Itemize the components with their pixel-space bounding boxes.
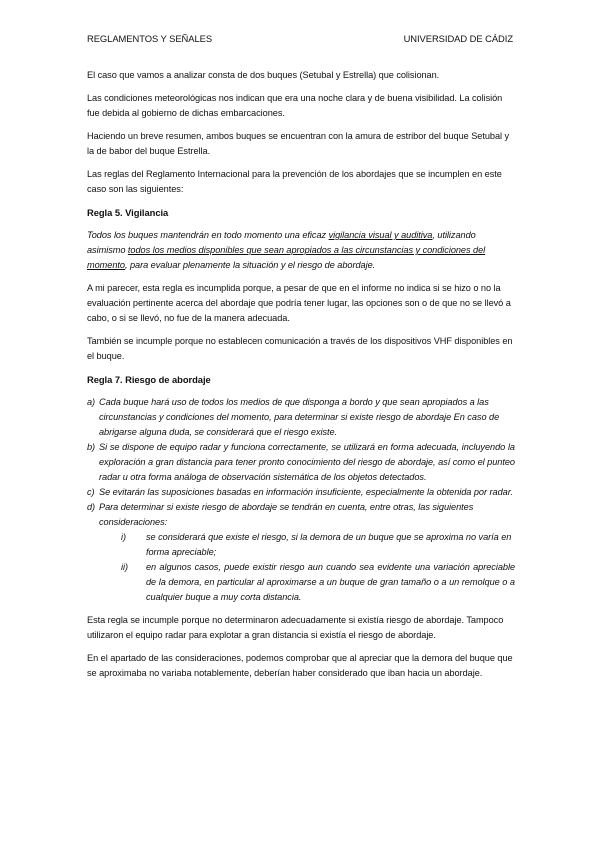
regla5-comment-1: A mi parecer, esta regla es incumplida porque, a pesar de que en el informe no indica si se hizo o no la evaluación pertinente acerca del abordaje que podría tener lugar, las opciones son o de que no se llevó a cabo, o si se llevó, no fue de la manera adecuada.	[87, 283, 511, 323]
header-university: UNIVERSIDAD DE CÁDIZ	[403, 33, 513, 44]
list-marker: c)	[87, 487, 95, 497]
list-marker: a)	[87, 397, 96, 407]
intro-paragraph-3: Haciendo un breve resumen, ambos buques se encuentran con la amura de estribor del buque Setubal y la de babor del buque Estrella.	[87, 131, 510, 156]
regla5-quote-part2: , utilizando asimismo	[87, 230, 476, 255]
regla5-comment-2: También se incumple porque no establecen comunicación a través de los dispositivos VHF disponibles en el buque.	[87, 336, 513, 361]
page-header	[87, 31, 513, 45]
regla7-comment-1: Esta regla se incumple porque no determinaron adecuadamente si existía riesgo de abordaje. Tampoco utilizaron el equipo radar para explotar a gran distancia si existía el riesgo de abordaje.	[87, 615, 504, 640]
sublist-item-text: se considerará que existe el riesgo, si la demora de un buque que se aproxima no varía en forma apreciable;	[146, 532, 512, 557]
sublist-marker: ii)	[121, 562, 128, 572]
intro-paragraph-4: Las reglas del Reglamento Internacional para la prevención de los abordajes que se incumplen en este caso son las siguientes:	[87, 169, 502, 194]
regla7-heading: Regla 7. Riesgo de abordaje	[87, 374, 211, 385]
regla7-comment-2: En el apartado de las consideraciones, podemos comprobar que al apreciar que la demora del buque que se aproximaba no variaba notablemente, deberían haber considerado que iban hacia un abordaje.	[87, 653, 513, 678]
regla7-subitem-ii	[121, 560, 515, 605]
regla7-sublist	[99, 530, 515, 605]
intro-paragraph-1: El caso que vamos a analizar consta de dos buques (Setubal y Estrella) que colisionan.	[87, 70, 440, 80]
regla5-quote-underline2: todos los medios disponibles que sean apropiados a las circunstancias y condiciones del momento	[87, 245, 486, 270]
list-marker: b)	[87, 442, 96, 452]
list-item-text: Se evitarán las suposiciones basadas en información insuficiente, especialmente la obtenida por radar.	[99, 487, 513, 497]
regla5-quote	[87, 228, 515, 273]
document-body	[87, 68, 515, 689]
list-marker: d)	[87, 502, 96, 512]
regla7-list	[87, 395, 515, 605]
regla5-quote-part3: , para evaluar plenamente la situación y el riesgo de abordaje.	[124, 260, 376, 270]
regla7-item-a	[87, 395, 515, 440]
intro-paragraph-2: Las condiciones meteorológicas nos indican que era una noche clara y de buena visibilidad. La colisión fue debida al gobierno de dichas embarcaciones.	[87, 93, 503, 118]
header-course-title: REGLAMENTOS Y SEÑALES	[87, 33, 213, 44]
list-item-text: Para determinar si existe riesgo de abordaje se tendrán en cuenta, entre otras, las siguientes consideraciones:	[99, 502, 474, 527]
regla5-quote-underline1: vigilancia visual y auditiva	[328, 230, 433, 240]
regla5-quote-part1: Todos los buques mantendrán en todo momento una eficaz	[87, 230, 329, 240]
sublist-item-text: en algunos casos, puede existir riesgo aun cuando sea evidente una variación apreciable de la demora, en particular al aproximarse a un buque de gran tamaño o a un remolque o a cualquier buque a muy corta distancia.	[146, 562, 515, 602]
regla7-item-c	[87, 485, 515, 500]
regla7-item-d	[87, 500, 515, 605]
regla7-item-b	[87, 440, 515, 485]
sublist-marker: i)	[121, 532, 127, 542]
list-item-text: Si se dispone de equipo radar y funciona correctamente, se utilizará en forma adecuada, incluyendo la exploración a gran distancia para tener pronto conocimiento del riesgo de abordaje, así como el punteo radar u otra forma análoga de observación sistemática de los objetos detectados.	[99, 442, 515, 482]
regla5-heading: Regla 5. Vigilancia	[87, 207, 169, 218]
regla7-subitem-i	[121, 530, 515, 560]
list-item-text: Cada buque hará uso de todos los medios de que disponga a bordo y que sean apropiados a las circunstancias y condiciones del momento, para determinar si existe riesgo de abordaje En caso de abrigarse alguna duda, se considerará que el riesgo existe.	[99, 397, 500, 437]
